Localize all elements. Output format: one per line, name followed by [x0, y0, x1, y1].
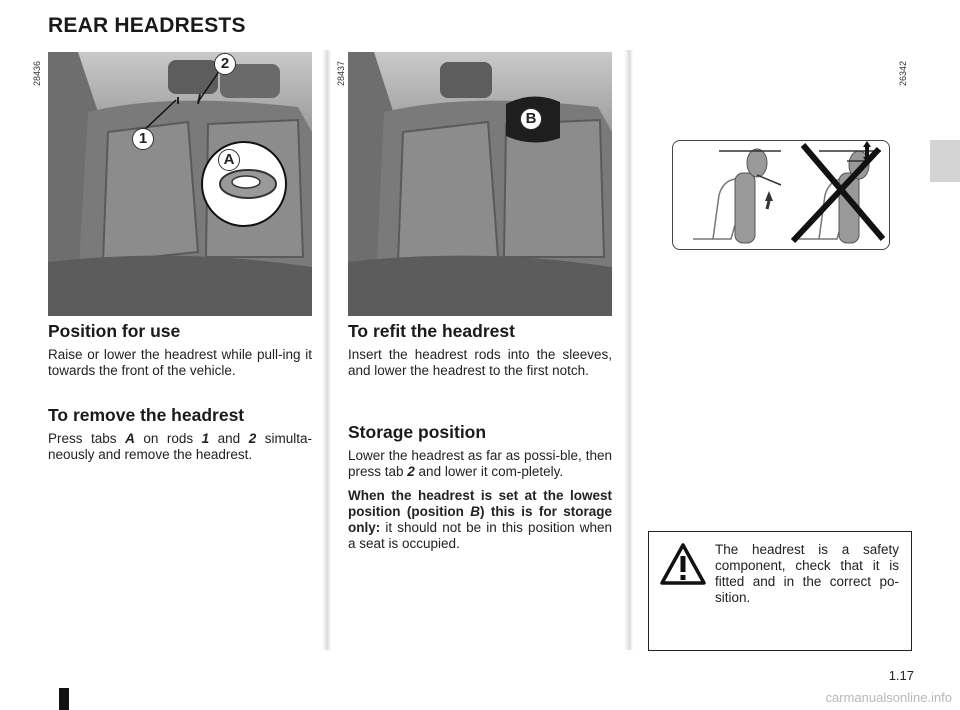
section-heading: To remove the headrest — [48, 405, 245, 425]
callout-B: B — [520, 108, 542, 130]
seat-photo-illustration — [48, 52, 312, 316]
section-heading: Storage position — [348, 422, 487, 442]
seat-photo-illustration — [348, 52, 612, 316]
warning-triangle-icon — [659, 542, 707, 586]
page-number: 1.17 — [888, 668, 914, 683]
callout-A: A — [218, 149, 240, 171]
section-body: Lower the headrest as far as possi-ble, then press tab 2 and lower it com-pletely. — [348, 448, 612, 479]
figure-code: 28437 — [336, 60, 346, 86]
headrest-diagram-svg — [673, 141, 888, 248]
column-divider-right — [624, 50, 633, 650]
figure-headrest-position-diagram — [672, 140, 890, 250]
watermark: carmanualsonline.info — [825, 690, 952, 705]
warning-text: The headrest is a safety component, check that it is fitted and in the correct po-sition. — [715, 542, 899, 605]
figure-code: 28436 — [32, 60, 42, 86]
figure-code: 26342 — [898, 60, 908, 86]
section-body: Insert the headrest rods into the sleeves, and lower the headrest to the first notch. — [348, 347, 612, 378]
storage-note: When the headrest is set at the lowest position (position B) this is for storage only: it should not be in this position when a seat is occupied. — [348, 488, 612, 551]
section-body: Press tabs A on rods 1 and 2 simulta-neously and remove the headrest. — [48, 431, 313, 462]
section-remove-headrest — [48, 407, 312, 463]
callout-2: 2 — [214, 53, 236, 75]
chapter-tab — [930, 140, 960, 182]
section-position-for-use — [48, 323, 312, 379]
section-heading: Position for use — [48, 321, 181, 341]
section-storage-position — [348, 424, 612, 552]
page-corner-mark — [59, 688, 69, 710]
section-heading: To refit the headrest — [348, 321, 515, 341]
column-divider-left — [322, 50, 331, 650]
page-title: REAR HEADRESTS — [48, 14, 246, 37]
callout-1: 1 — [132, 128, 154, 150]
figure-headrest-removal — [48, 52, 312, 316]
section-body: Raise or lower the headrest while pull-ing it towards the front of the vehicle. — [48, 347, 312, 378]
section-refit-headrest — [348, 323, 612, 379]
warning-box — [648, 531, 912, 651]
figure-headrest-storage — [348, 52, 612, 316]
